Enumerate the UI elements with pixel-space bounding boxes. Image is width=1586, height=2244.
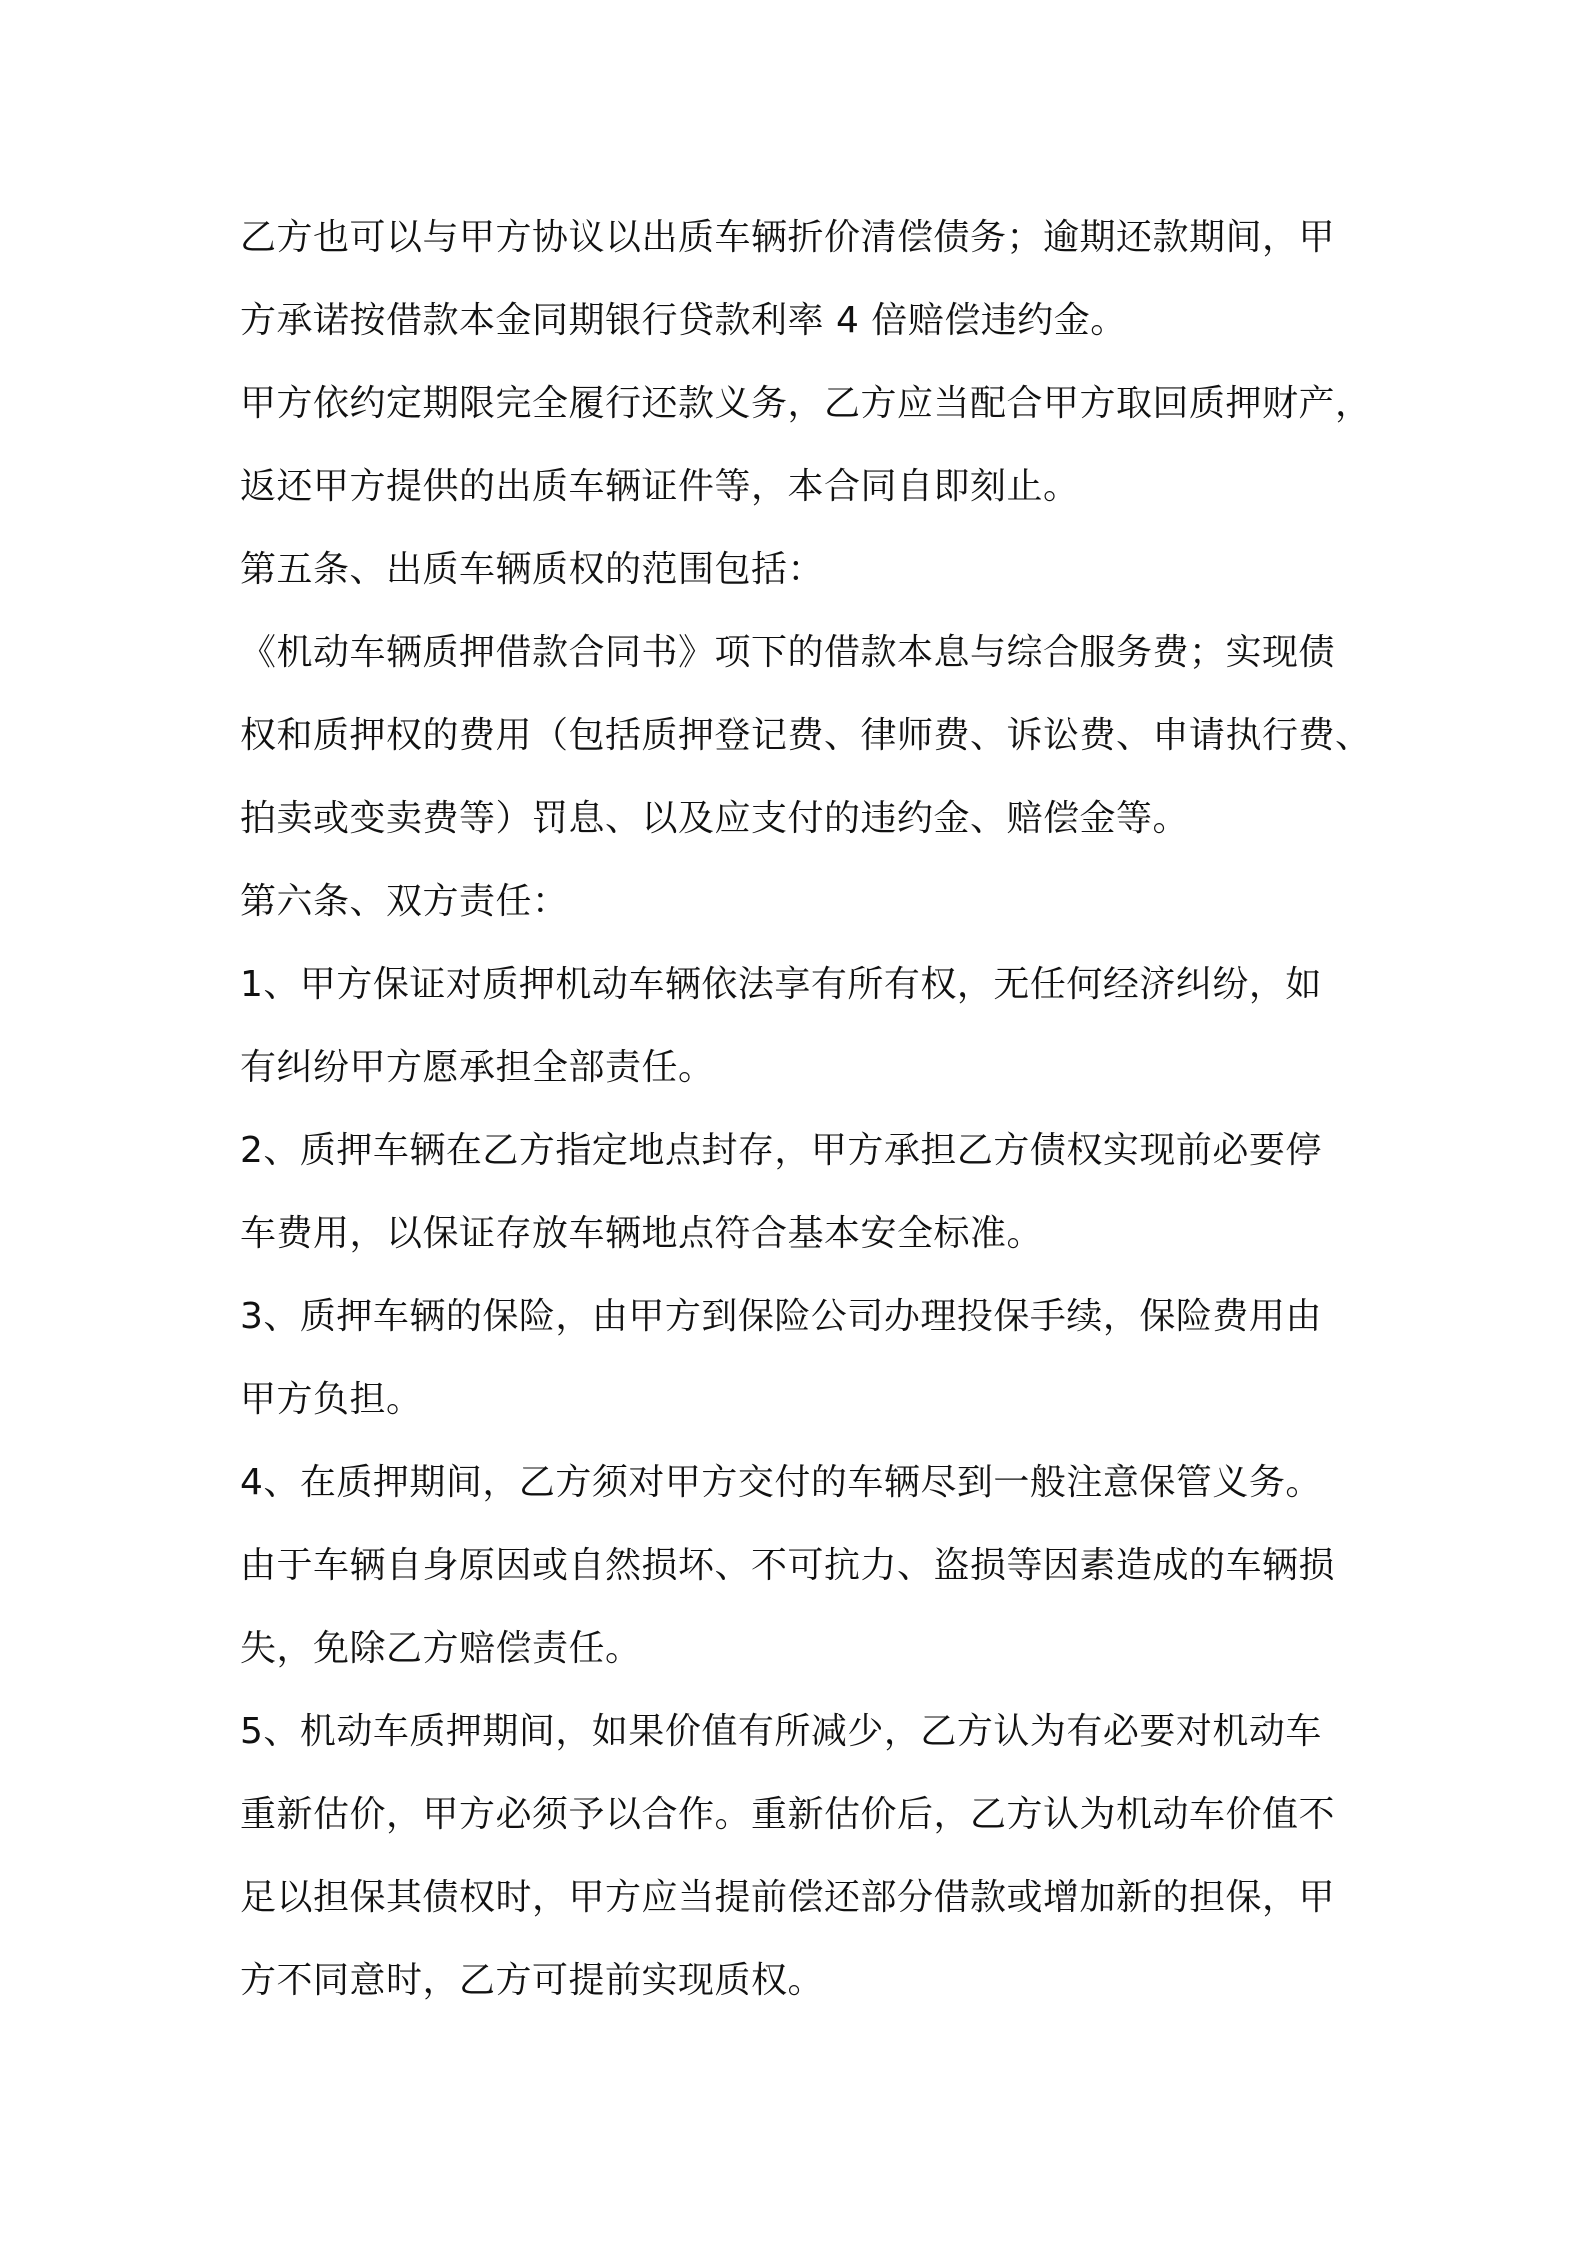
text-line: 4、在质押期间，乙方须对甲方交付的车辆尽到一般注意保管义务。 — [240, 1462, 1322, 1503]
text-line: 有纠纷甲方愿承担全部责任。 — [240, 1047, 715, 1088]
text-line: 由于车辆自身原因或自然损坏、不可抗力、盗损等因素造成的车辆损 — [240, 1545, 1336, 1586]
contract-text — [240, 196, 1370, 2022]
text-line: 重新估价，甲方必须予以合作。重新估价后，乙方认为机动车价值不 — [240, 1794, 1336, 1835]
text-line: 车费用，以保证存放车辆地点符合基本安全标准。 — [240, 1213, 1044, 1254]
text-line: 3、质押车辆的保险，由甲方到保险公司办理投保手续，保险费用由 — [240, 1296, 1322, 1337]
section-heading-article-5: 第五条、出质车辆质权的范围包括： — [240, 549, 825, 590]
text-line: 2、质押车辆在乙方指定地点封存，甲方承担乙方债权实现前必要停 — [240, 1130, 1322, 1171]
text-line: 甲方依约定期限完全履行还款义务，乙方应当配合甲方取回质押财产， — [240, 383, 1372, 424]
text-line: 拍卖或变卖费等）罚息、以及应支付的违约金、赔偿金等。 — [240, 798, 1190, 839]
text-line: 足以担保其债权时，甲方应当提前偿还部分借款或增加新的担保，甲 — [240, 1877, 1336, 1918]
text-line: 甲方负担。 — [240, 1379, 423, 1420]
text-line: 方不同意时，乙方可提前实现质权。 — [240, 1960, 825, 2001]
text-line: 《机动车辆质押借款合同书》项下的借款本息与综合服务费；实现债 — [240, 632, 1336, 673]
text-line: 5、机动车质押期间，如果价值有所减少，乙方认为有必要对机动车 — [240, 1711, 1322, 1752]
text-line: 返还甲方提供的出质车辆证件等，本合同自即刻止。 — [240, 466, 1080, 507]
section-heading-article-6: 第六条、双方责任： — [240, 881, 569, 922]
text-line: 乙方也可以与甲方协议以出质车辆折价清偿债务；逾期还款期间，甲 — [240, 217, 1336, 258]
text-line: 失，免除乙方赔偿责任。 — [240, 1628, 642, 1669]
text-line: 方承诺按借款本金同期银行贷款利率 4 倍赔偿违约金。 — [240, 300, 1127, 341]
text-line: 权和质押权的费用（包括质押登记费、律师费、诉讼费、申请执行费、 — [240, 715, 1372, 756]
text-line: 1、甲方保证对质押机动车辆依法享有所有权，无任何经济纠纷，如 — [240, 964, 1322, 1005]
